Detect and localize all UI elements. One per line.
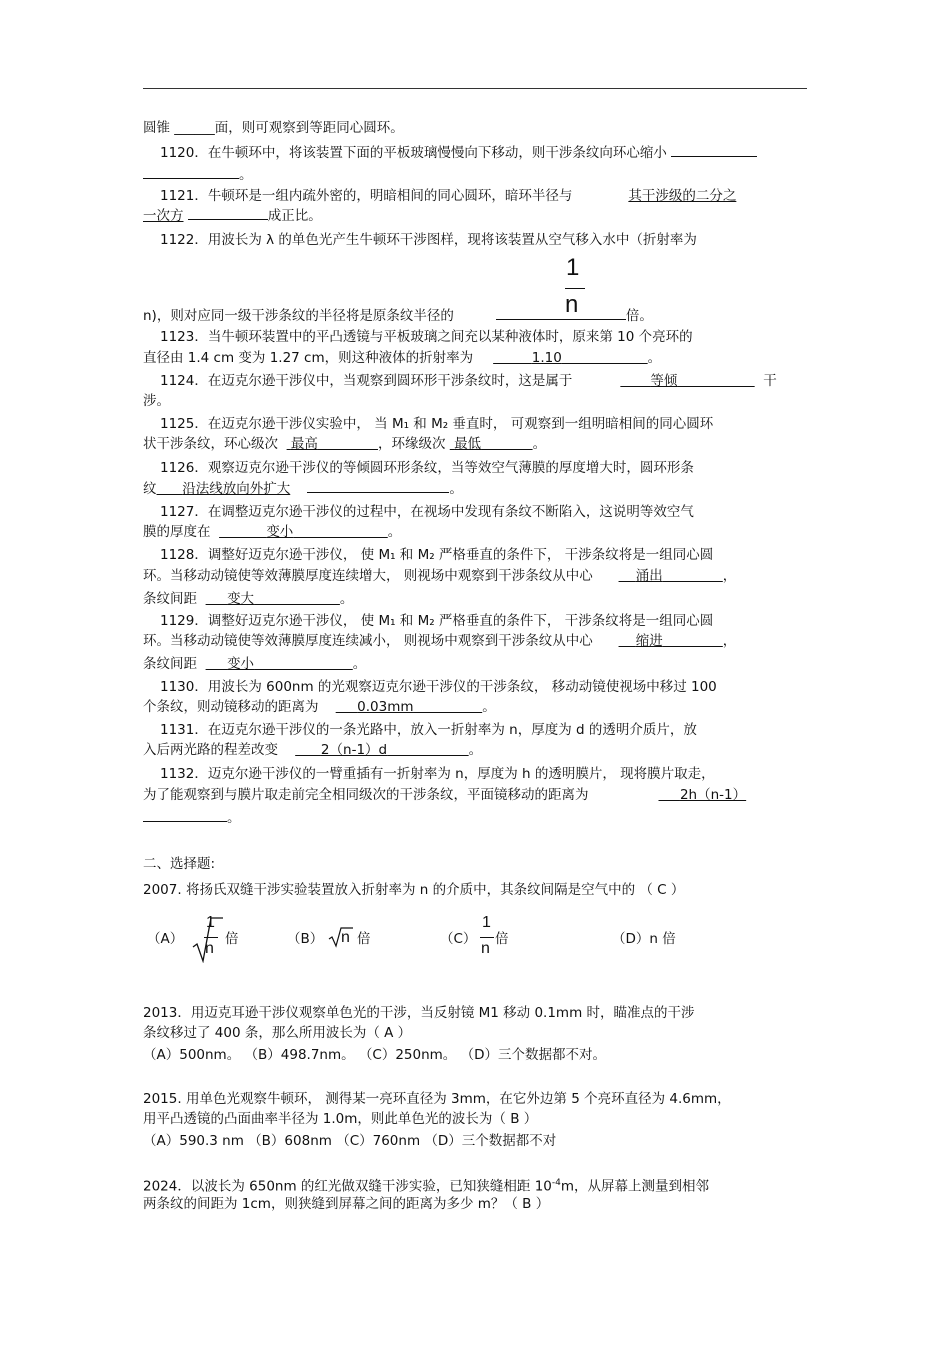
- option-c-suffix: 倍: [495, 931, 509, 947]
- answer: 涌出: [635, 568, 663, 584]
- option-b-suffix: 倍: [357, 931, 371, 947]
- q1128: 1128．调整好迈克尔逊干涉仪， 使 M₁ 和 M₂ 严格垂直的条件下， 干涉条纹将是一组同心圆: [160, 547, 714, 563]
- answer: 0.03mm: [357, 699, 414, 715]
- q1121-cont: 一次方 成正比。: [143, 208, 322, 224]
- q1121: 1121．牛顿环是一组内疏外密的，明暗相间的同心圆环，暗环半径与 其干涉级的二分之: [160, 188, 737, 204]
- option-d: （D）n 倍: [612, 931, 676, 947]
- q2024: 2024．以波长为 650nm 的红光做双缝干涉实验，已知狭缝相距 $10^{-4}m$，从屏幕上测量到相邻: [143, 1178, 710, 1195]
- answer: 变小: [227, 656, 255, 672]
- fraction-bar: [565, 288, 585, 289]
- q1130: 1130．用波长为 600nm 的光观察迈克尔逊干涉仪的干涉条纹， 移动动镜使视场中移过 100: [160, 679, 717, 695]
- q2024-cont: 两条纹的间距为 1cm，则狭缝到屏幕之间的距离为多少 m？（ B ）: [143, 1196, 550, 1212]
- q1127: 1127．在调整迈克尔逊干涉仪的过程中，在视场中发现有条纹不断陷入，这说明等效空气: [160, 504, 694, 520]
- answer-blank: [671, 143, 757, 157]
- answer: 最高: [290, 436, 318, 452]
- q2007: 2007. 将扬氏双缝干涉实验装置放入折射率为 n 的介质中，其条纹间隔是空气中的 （ C ）: [143, 882, 685, 898]
- q1129-cont2: 条纹间距 变小 。: [143, 656, 367, 672]
- section-title: 二、选择题:: [143, 856, 216, 872]
- fraction-denominator: n: [565, 291, 579, 318]
- answer-blank: [496, 306, 626, 320]
- option-b-label: （B）: [287, 931, 324, 947]
- q1126: 1126．观察迈克尔逊干涉仪的等倾圆环形条纹，当等效空气薄膜的厚度增大时，圆环形条: [160, 460, 694, 476]
- q1130-cont: 个条纹，则动镜移动的距离为 0.03mm 。: [143, 699, 496, 715]
- answer: 最低: [454, 436, 482, 452]
- answer: 等倾: [650, 373, 678, 389]
- answer-blank: [188, 206, 268, 220]
- line-1: 圆锥 ______面，则可观察到等距同心圆环。: [143, 120, 404, 136]
- option-a-suffix: 倍: [225, 931, 239, 947]
- q1128-cont2: 条纹间距 变大 。: [143, 591, 354, 607]
- answer: 变大: [227, 591, 255, 607]
- q1131-cont: 入后两光路的程差改变 2（n-1）d 。: [143, 742, 483, 758]
- q1123-cont: 直径由 1.4 cm 变为 1.27 cm，则这种液体的折射率为 1.10 。: [143, 350, 662, 366]
- q2013: 2013．用迈克耳逊干涉仪观察单色光的干涉，当反射镜 M1 移动 0.1mm 时，瞄准点的干涉: [143, 1005, 695, 1021]
- answer-blank: [143, 165, 239, 179]
- q1120: 1120．在牛顿环中，将该装置下面的平板玻璃慢慢向下移动，则干涉条纹向环心缩小: [160, 143, 757, 162]
- q1132-cont2: 。: [143, 808, 241, 827]
- answer: 1.10: [531, 350, 562, 366]
- answer: 2（n-1）d: [320, 742, 388, 758]
- q2013-cont: 条纹移过了 400 条，那么所用波长为（ A ）: [143, 1025, 412, 1041]
- q1124: 1124．在迈克尔逊干涉仪中，当观察到圆环形干涉条纹时，这是属于 等倾 干: [160, 373, 777, 389]
- answer-blank: [307, 479, 449, 493]
- q1129-cont: 环。当移动动镜使等效薄膜厚度连续减小， 则视场中观察到干涉条纹从中心 缩进 ，: [143, 633, 737, 649]
- option-c-denominator: n: [481, 940, 490, 957]
- header-rule: [143, 88, 807, 89]
- q2015: 2015. 用单色光观察牛顿环， 测得某一亮环直径为 3mm，在它外边第 5 个亮环直径为 4.6mm，: [143, 1091, 731, 1107]
- q1122: 1122．用波长为 λ 的单色光产生牛顿环干涉图样，现将该装置从空气移入水中（折射率为: [160, 232, 697, 248]
- option-a-label: （A）: [147, 931, 184, 947]
- answer: 缩进: [635, 633, 663, 649]
- q1120-cont: 。: [143, 165, 253, 184]
- q1128-cont: 环。当移动动镜使等效薄膜厚度连续增大， 则视场中观察到干涉条纹从中心 涌出 ，: [143, 568, 737, 584]
- q1125: 1125．在迈克尔逊干涉仪实验中， 当 M₁ 和 M₂ 垂直时， 可观察到一组明暗相间的同心圆环: [160, 416, 714, 432]
- q2015-cont: 用平凸透镜的凸面曲率半径为 1.0m，则此单色光的波长为（ B ）: [143, 1111, 538, 1127]
- q2015-options: （A）590.3 nm （B）608nm （C）760nm （D）三个数据都不对: [143, 1133, 557, 1149]
- option-c-numerator: 1: [482, 914, 491, 931]
- q2013-options: （A）500nm。 （B）498.7nm。 （C）250nm。 （D）三个数据都不对。: [143, 1047, 606, 1063]
- option-a-numerator: 1: [206, 914, 215, 931]
- q1126-cont: 纹 沿法线放向外扩大 。: [143, 481, 463, 497]
- answer: 沿法线放向外扩大: [182, 481, 291, 497]
- q1124-cont: 涉。: [143, 393, 170, 409]
- answer: 变小: [266, 524, 294, 540]
- q1123: 1123．当牛顿环装置中的平凸透镜与平板玻璃之间充以某种液体时，原来第 10 个亮环的: [160, 329, 693, 345]
- q1129: 1129．调整好迈克尔逊干涉仪， 使 M₁ 和 M₂ 严格垂直的条件下， 干涉条纹将是一组同心圆: [160, 613, 714, 629]
- q1132: 1132．迈克尔逊干涉仪的一臂重插有一折射率为 n，厚度为 h 的透明膜片， 现将膜片取走，: [160, 766, 715, 782]
- answer-blank: [143, 808, 227, 822]
- option-c-bar: [480, 937, 494, 938]
- fraction-numerator: 1: [566, 254, 580, 281]
- option-a-bar: [204, 937, 218, 938]
- option-b-radicand: n: [341, 929, 350, 946]
- option-a-denominator: n: [205, 940, 214, 957]
- q1122-cont: n)，则对应同一级干涉条纹的半径将是原条纹半径的 倍。: [143, 308, 653, 324]
- q1132-cont: 为了能观察到与膜片取走前完全相同级次的干涉条纹，平面镜移动的距离为 2h（n-1）: [143, 787, 747, 803]
- answer: 其干涉级的二分之: [628, 188, 737, 204]
- option-c-label: （C）: [440, 931, 477, 947]
- q1125-cont: 状干涉条纹，环心级次 最高 ，环缘级次 最低 。: [143, 436, 547, 452]
- q1131: 1131．在迈克尔逊干涉仪的一条光路中，放入一折射率为 n，厚度为 d 的透明介质片，放: [160, 722, 697, 738]
- answer: 2h（n-1）: [679, 787, 747, 803]
- q1127-cont: 膜的厚度在 变小 。: [143, 524, 402, 540]
